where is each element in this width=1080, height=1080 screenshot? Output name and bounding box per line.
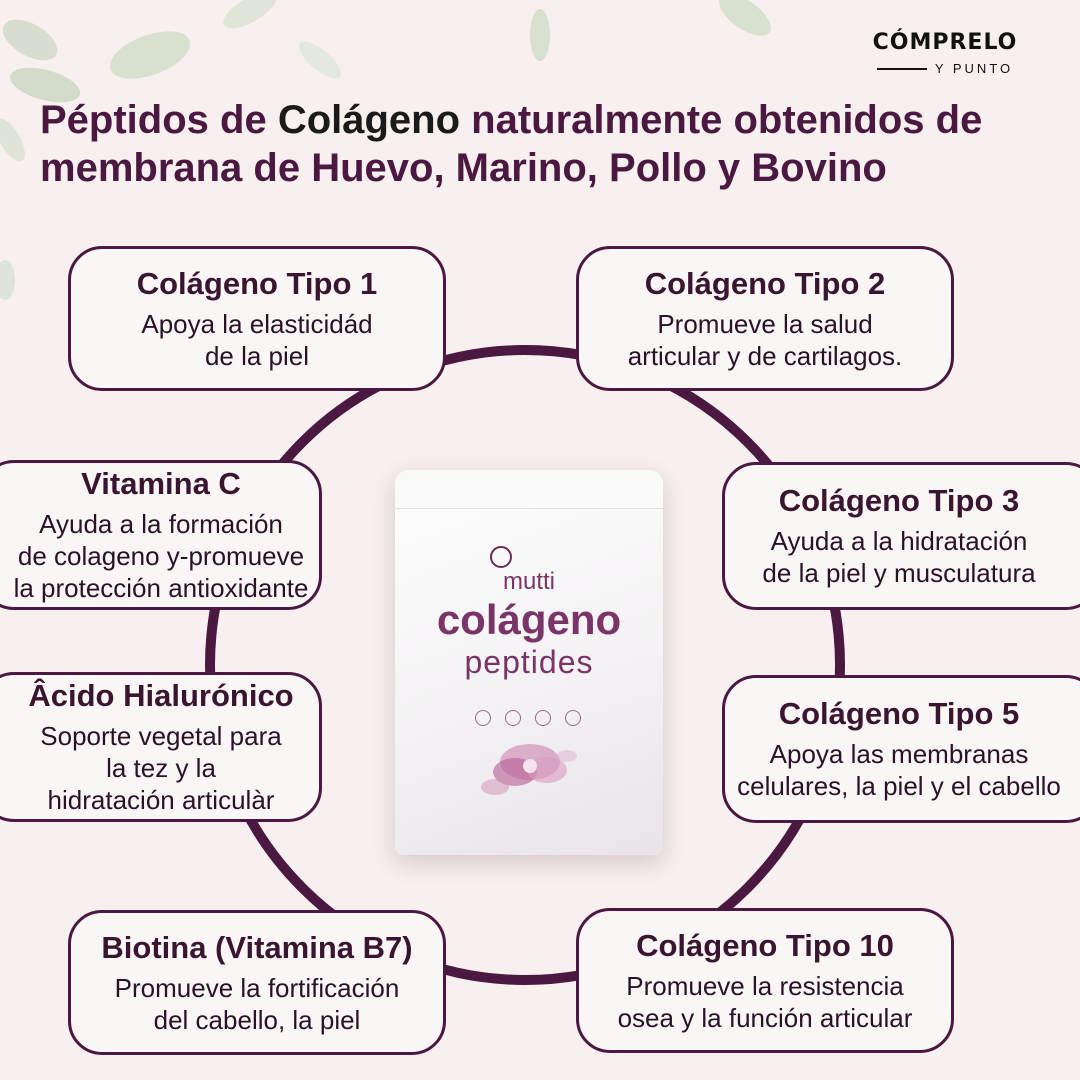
card-description: Promueve la resistencia osea y la función articular — [617, 970, 913, 1033]
card-biotina — [68, 910, 446, 1055]
card-colageno-tipo-2 — [576, 246, 954, 391]
card-title: Biotina (Vitamina B7) — [101, 929, 413, 965]
product-pouch — [395, 470, 663, 855]
card-title: Colágeno Tipo 5 — [778, 696, 1020, 731]
product-name-top: mutti — [502, 568, 555, 595]
card-description: Ayuda a la formación de colageno y-promueve la protección antioxidante — [13, 509, 309, 603]
page-title — [40, 96, 1050, 192]
product-badge-icon — [505, 710, 521, 726]
card-colageno-tipo-3 — [722, 462, 1080, 610]
product-logo-icon — [490, 546, 512, 568]
card-title: Colágeno Tipo 3 — [778, 483, 1020, 518]
card-description: Soporte vegetal para la tez y la hidratación articulàr — [40, 721, 282, 815]
card-colageno-tipo-1 — [68, 246, 446, 391]
product-badge-icon — [535, 710, 551, 726]
card-description: Ayuda a la hidratación de la piel y musculatura — [762, 526, 1036, 588]
product-badge-icon — [475, 710, 491, 726]
headline-part1: Péptidos de — [40, 98, 278, 142]
card-acido-hialuronico — [0, 672, 322, 822]
brand-name: CÓMPRELO — [872, 30, 1018, 55]
card-colageno-tipo-5 — [722, 675, 1080, 823]
card-description: Promueve la fortificación del cabello, la piel — [114, 972, 400, 1035]
product-icons — [475, 710, 581, 726]
headline-highlight: Colágeno — [277, 98, 461, 142]
card-title: Colágeno Tipo 1 — [136, 265, 378, 301]
brand-logo — [850, 30, 1040, 76]
leaf-decoration-right — [520, 0, 780, 70]
flower-illustration — [475, 732, 585, 802]
product-badge-icon — [565, 710, 581, 726]
pouch-seal — [395, 470, 663, 509]
card-description: Apoya la elasticidád de la piel — [141, 308, 373, 371]
card-description: Apoya las membranas celulares, la piel y el cabello — [737, 739, 1061, 801]
brand-rule — [877, 68, 927, 70]
card-vitamina-c — [0, 460, 322, 610]
product-name-bottom: peptides — [464, 644, 594, 680]
card-description: Promueve la salud articular y de cartilagos. — [627, 308, 903, 371]
brand-subtitle: Y PUNTO — [934, 61, 1014, 76]
card-colageno-tipo-10 — [576, 908, 954, 1053]
card-title: Colágeno Tipo 10 — [636, 927, 894, 963]
product-name-main: colágeno — [436, 596, 622, 643]
card-title: Colágeno Tipo 2 — [644, 265, 886, 301]
card-title: Âcido Hialurónico — [28, 678, 294, 713]
headline-part2: naturalmente obtenidos de membrana de Huevo, Marino, Pollo y Bovino — [40, 98, 983, 190]
card-title: Vitamina C — [81, 466, 241, 501]
